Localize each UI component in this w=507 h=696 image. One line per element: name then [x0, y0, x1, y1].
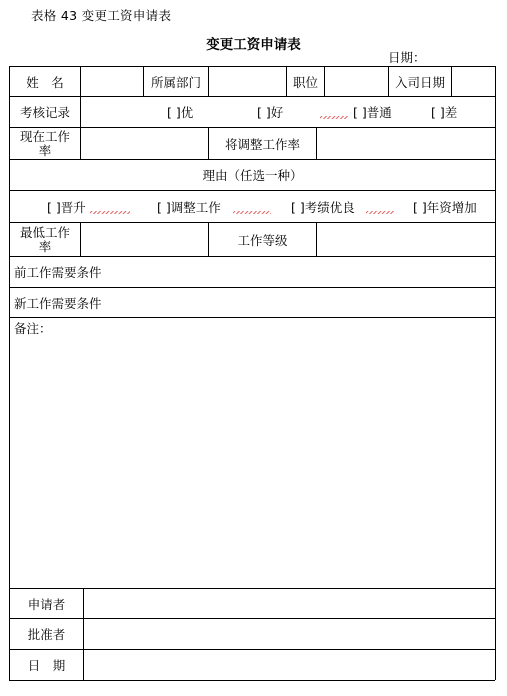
- join-date-field[interactable]: [452, 67, 495, 96]
- min-rate-label-line2: 率: [38, 238, 52, 254]
- min-rate-label: [10, 223, 80, 256]
- date-row-field[interactable]: [84, 650, 495, 680]
- adjusted-rate-field[interactable]: [317, 128, 495, 159]
- spellcheck-underline: [320, 116, 348, 119]
- current-rate-field[interactable]: [81, 128, 208, 159]
- job-grade-label: 工作等级: [237, 232, 288, 248]
- join-date-label: 入司日期: [394, 74, 445, 90]
- adjusted-rate-label: 将调整工作率: [224, 136, 300, 152]
- current-rate-label: [10, 128, 80, 159]
- remarks-area[interactable]: [10, 336, 495, 588]
- approver-field[interactable]: [84, 619, 495, 649]
- department-label: 所属部门: [150, 74, 201, 90]
- spellcheck-underline: [233, 211, 271, 214]
- table-caption: 表格 43 变更工资申请表: [31, 8, 172, 23]
- spellcheck-underline: [366, 211, 394, 214]
- spellcheck-underline: [90, 211, 130, 214]
- date-row-label: 日 期: [27, 658, 66, 673]
- prev-requirements-label[interactable]: 前工作需要条件: [14, 265, 102, 280]
- new-requirements-label[interactable]: 新工作需要条件: [14, 295, 102, 311]
- reason-good-performance-option[interactable]: [ ]考绩优良: [291, 199, 355, 215]
- reason-job-adjustment-option[interactable]: [ ]调整工作: [157, 199, 221, 215]
- assessment-poor-option[interactable]: [ ]差: [431, 105, 458, 120]
- reason-promotion-option[interactable]: [ ]晋升: [47, 199, 86, 215]
- assessment-excellent-option[interactable]: [ ]优: [167, 105, 194, 120]
- form-title: 变更工资申请表: [206, 37, 301, 53]
- current-rate-label-line1: 现在工作: [19, 128, 70, 144]
- name-field[interactable]: [81, 67, 143, 96]
- min-rate-label-line1: 最低工作: [19, 224, 70, 240]
- reason-header: 理由（任选一种）: [202, 168, 303, 183]
- applicant-label: 申请者: [27, 596, 66, 612]
- applicant-field[interactable]: [84, 589, 495, 618]
- date-label: 日期：: [388, 50, 426, 65]
- assessment-label: 考核记录: [19, 105, 70, 120]
- current-rate-label-line2: 率: [38, 142, 52, 158]
- assessment-average-option[interactable]: [ ]普通: [353, 105, 392, 120]
- remarks-label: 备注：: [14, 321, 52, 336]
- reason-seniority-option[interactable]: [ ]年资增加: [413, 199, 477, 215]
- assessment-good-option[interactable]: [ ]好: [257, 105, 284, 120]
- position-label: 职位: [292, 74, 318, 90]
- approver-label: 批准者: [27, 627, 66, 642]
- position-field[interactable]: [325, 67, 388, 96]
- min-rate-field[interactable]: [81, 223, 208, 256]
- department-field[interactable]: [209, 67, 286, 96]
- name-label: 姓 名: [26, 74, 64, 90]
- job-grade-field[interactable]: [317, 223, 495, 256]
